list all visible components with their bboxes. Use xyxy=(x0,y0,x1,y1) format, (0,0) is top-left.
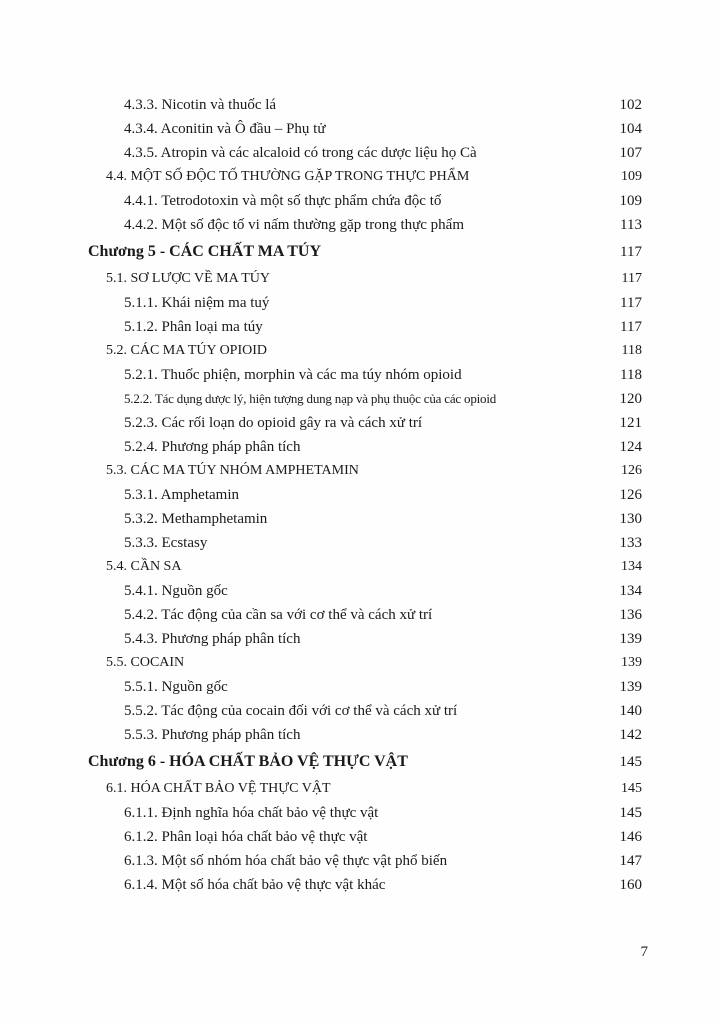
toc-entry-page: 102 xyxy=(619,97,642,113)
toc-entry-page: 147 xyxy=(619,853,642,869)
toc-entry-page: 118 xyxy=(620,367,642,383)
toc-subsection xyxy=(0,315,722,339)
toc-subsection xyxy=(0,411,722,435)
toc-entry-title: 5.4.3. Phương pháp phân tích xyxy=(124,631,301,647)
toc-subsection xyxy=(0,627,722,651)
toc-entry-title: Chương 6 - HÓA CHẤT BẢO VỆ THỰC VẬT xyxy=(88,753,408,770)
toc-entry-title: 4.3.3. Nicotin và thuốc lá xyxy=(124,97,277,113)
toc-entry-page: 146 xyxy=(619,829,642,845)
toc-entry-page: 130 xyxy=(619,511,642,527)
toc-subsection xyxy=(0,723,722,747)
toc-chapter xyxy=(0,237,722,267)
toc-subsection xyxy=(0,435,722,459)
toc-entry-title: 5.3.2. Methamphetamin xyxy=(124,511,268,527)
toc-subsection xyxy=(0,825,722,849)
toc-entry-title: 5.4.1. Nguồn gốc xyxy=(124,583,228,599)
toc-entry-page: 140 xyxy=(619,703,642,719)
toc-subsection xyxy=(0,93,722,117)
toc-entry-title: 6.1.3. Một số nhóm hóa chất bảo vệ thực vật phổ biến xyxy=(124,853,448,869)
toc-entry-title: 5.1. SƠ LƯỢC VỀ MA TÚY xyxy=(106,271,270,286)
toc-entry-page: 124 xyxy=(619,439,642,455)
toc-section xyxy=(0,267,722,291)
toc-entry-title: 5.5.1. Nguồn gốc xyxy=(124,679,228,695)
toc-entry-page: 126 xyxy=(621,463,642,478)
toc-subsection xyxy=(0,675,722,699)
toc-entry-title: 5.3.1. Amphetamin xyxy=(124,487,239,503)
toc-entry-page: 139 xyxy=(621,655,642,670)
toc-entry-page: 145 xyxy=(619,805,642,821)
toc-entry-page: 117 xyxy=(620,244,642,260)
toc-subsection xyxy=(0,873,722,897)
toc-entry-title: 6.1.4. Một số hóa chất bảo vệ thực vật khác xyxy=(124,877,386,893)
toc-entry-title: 6.1.1. Định nghĩa hóa chất bảo vệ thực vật xyxy=(124,805,379,821)
toc-entry-title: 4.3.5. Atropin và các alcaloid có trong các dược liệu họ Cà xyxy=(124,145,477,161)
toc-entry-page: 117 xyxy=(621,271,642,286)
toc-entry-title: 5.2.3. Các rối loạn do opioid gây ra và cách xử trí xyxy=(124,415,423,431)
toc-section xyxy=(0,651,722,675)
toc-entry-title: 5.5. COCAIN xyxy=(106,655,185,670)
toc-entry-page: 134 xyxy=(619,583,642,599)
toc-entry-title: 4.3.4. Aconitin và Ô đầu – Phụ tử xyxy=(124,121,326,137)
toc-subsection xyxy=(0,483,722,507)
toc-subsection xyxy=(0,699,722,723)
toc-subsection xyxy=(0,363,722,387)
toc-entry-title: 4.4.2. Một số độc tố vi nấm thường gặp trong thực phẩm xyxy=(124,217,464,233)
toc-entry-page: 134 xyxy=(621,559,642,574)
toc-entry-title: 5.2.2. Tác dụng dược lý, hiện tượng dung nạp và phụ thuộc của các opioid xyxy=(124,391,497,406)
toc-entry-title: 5.5.3. Phương pháp phân tích xyxy=(124,727,301,743)
toc-entry-page: 145 xyxy=(619,754,642,770)
toc-entry-page: 118 xyxy=(621,343,642,358)
toc-entry-page: 109 xyxy=(619,193,642,209)
toc-entry-title: 5.1.1. Khái niệm ma tuý xyxy=(124,295,270,311)
toc-entry-title: 5.4.2. Tác động của cần sa với cơ thể và cách xử trí xyxy=(124,607,433,623)
toc-entry-title: 5.3. CÁC MA TÚY NHÓM AMPHETAMIN xyxy=(106,463,359,478)
toc-entry-page: 160 xyxy=(619,877,642,893)
toc-entry-title: 6.1.2. Phân loại hóa chất bảo vệ thực vật xyxy=(124,829,368,845)
toc-entry-page: 113 xyxy=(620,217,642,233)
toc-entry-title: Chương 5 - CÁC CHẤT MA TÚY xyxy=(88,243,322,260)
toc-subsection xyxy=(0,849,722,873)
toc-section xyxy=(0,777,722,801)
toc-entry-page: 104 xyxy=(619,121,642,137)
toc-subsection xyxy=(0,189,722,213)
toc-entry-page: 133 xyxy=(619,535,642,551)
toc-subsection xyxy=(0,387,722,411)
toc-entry-title: 5.2.1. Thuốc phiện, morphin và các ma túy nhóm opioid xyxy=(124,367,462,383)
toc-subsection xyxy=(0,579,722,603)
page-number: 7 xyxy=(640,944,648,960)
toc-entry-page: 136 xyxy=(619,607,642,623)
table-of-contents xyxy=(0,93,722,897)
toc-subsection xyxy=(0,213,722,237)
toc-section xyxy=(0,555,722,579)
toc-entry-page: 142 xyxy=(619,727,642,743)
toc-entry-page: 117 xyxy=(620,295,642,311)
toc-entry-page: 121 xyxy=(619,415,642,431)
toc-subsection xyxy=(0,141,722,165)
toc-entry-page: 139 xyxy=(619,631,642,647)
toc-subsection xyxy=(0,507,722,531)
toc-entry-page: 126 xyxy=(619,487,642,503)
toc-section xyxy=(0,339,722,363)
toc-subsection xyxy=(0,117,722,141)
toc-entry-title: 6.1. HÓA CHẤT BẢO VỆ THỰC VẬT xyxy=(106,781,331,796)
toc-chapter xyxy=(0,747,722,777)
toc-entry-page: 117 xyxy=(620,319,642,335)
toc-entry-page: 120 xyxy=(619,391,642,407)
toc-subsection xyxy=(0,291,722,315)
toc-entry-title: 5.5.2. Tác động của cocain đối với cơ thể và cách xử trí xyxy=(124,703,458,719)
toc-entry-title: 5.4. CẦN SA xyxy=(106,559,182,574)
toc-entry-title: 5.2.4. Phương pháp phân tích xyxy=(124,439,301,455)
toc-entry-title: 5.1.2. Phân loại ma túy xyxy=(124,319,263,335)
toc-subsection xyxy=(0,603,722,627)
toc-entry-page: 139 xyxy=(619,679,642,695)
toc-entry-title: 5.2. CÁC MA TÚY OPIOID xyxy=(106,343,268,358)
toc-entry-page: 107 xyxy=(619,145,642,161)
toc-subsection xyxy=(0,801,722,825)
toc-section xyxy=(0,165,722,189)
toc-subsection xyxy=(0,531,722,555)
toc-section xyxy=(0,459,722,483)
toc-entry-title: 4.4.1. Tetrodotoxin và một số thực phẩm chứa độc tố xyxy=(124,193,442,209)
toc-entry-page: 109 xyxy=(621,169,642,184)
toc-entry-page: 145 xyxy=(621,781,642,796)
toc-entry-title: 5.3.3. Ecstasy xyxy=(124,535,208,551)
toc-entry-title: 4.4. MỘT SỐ ĐỘC TỐ THƯỜNG GẶP TRONG THỰC PHẨM xyxy=(106,169,470,184)
